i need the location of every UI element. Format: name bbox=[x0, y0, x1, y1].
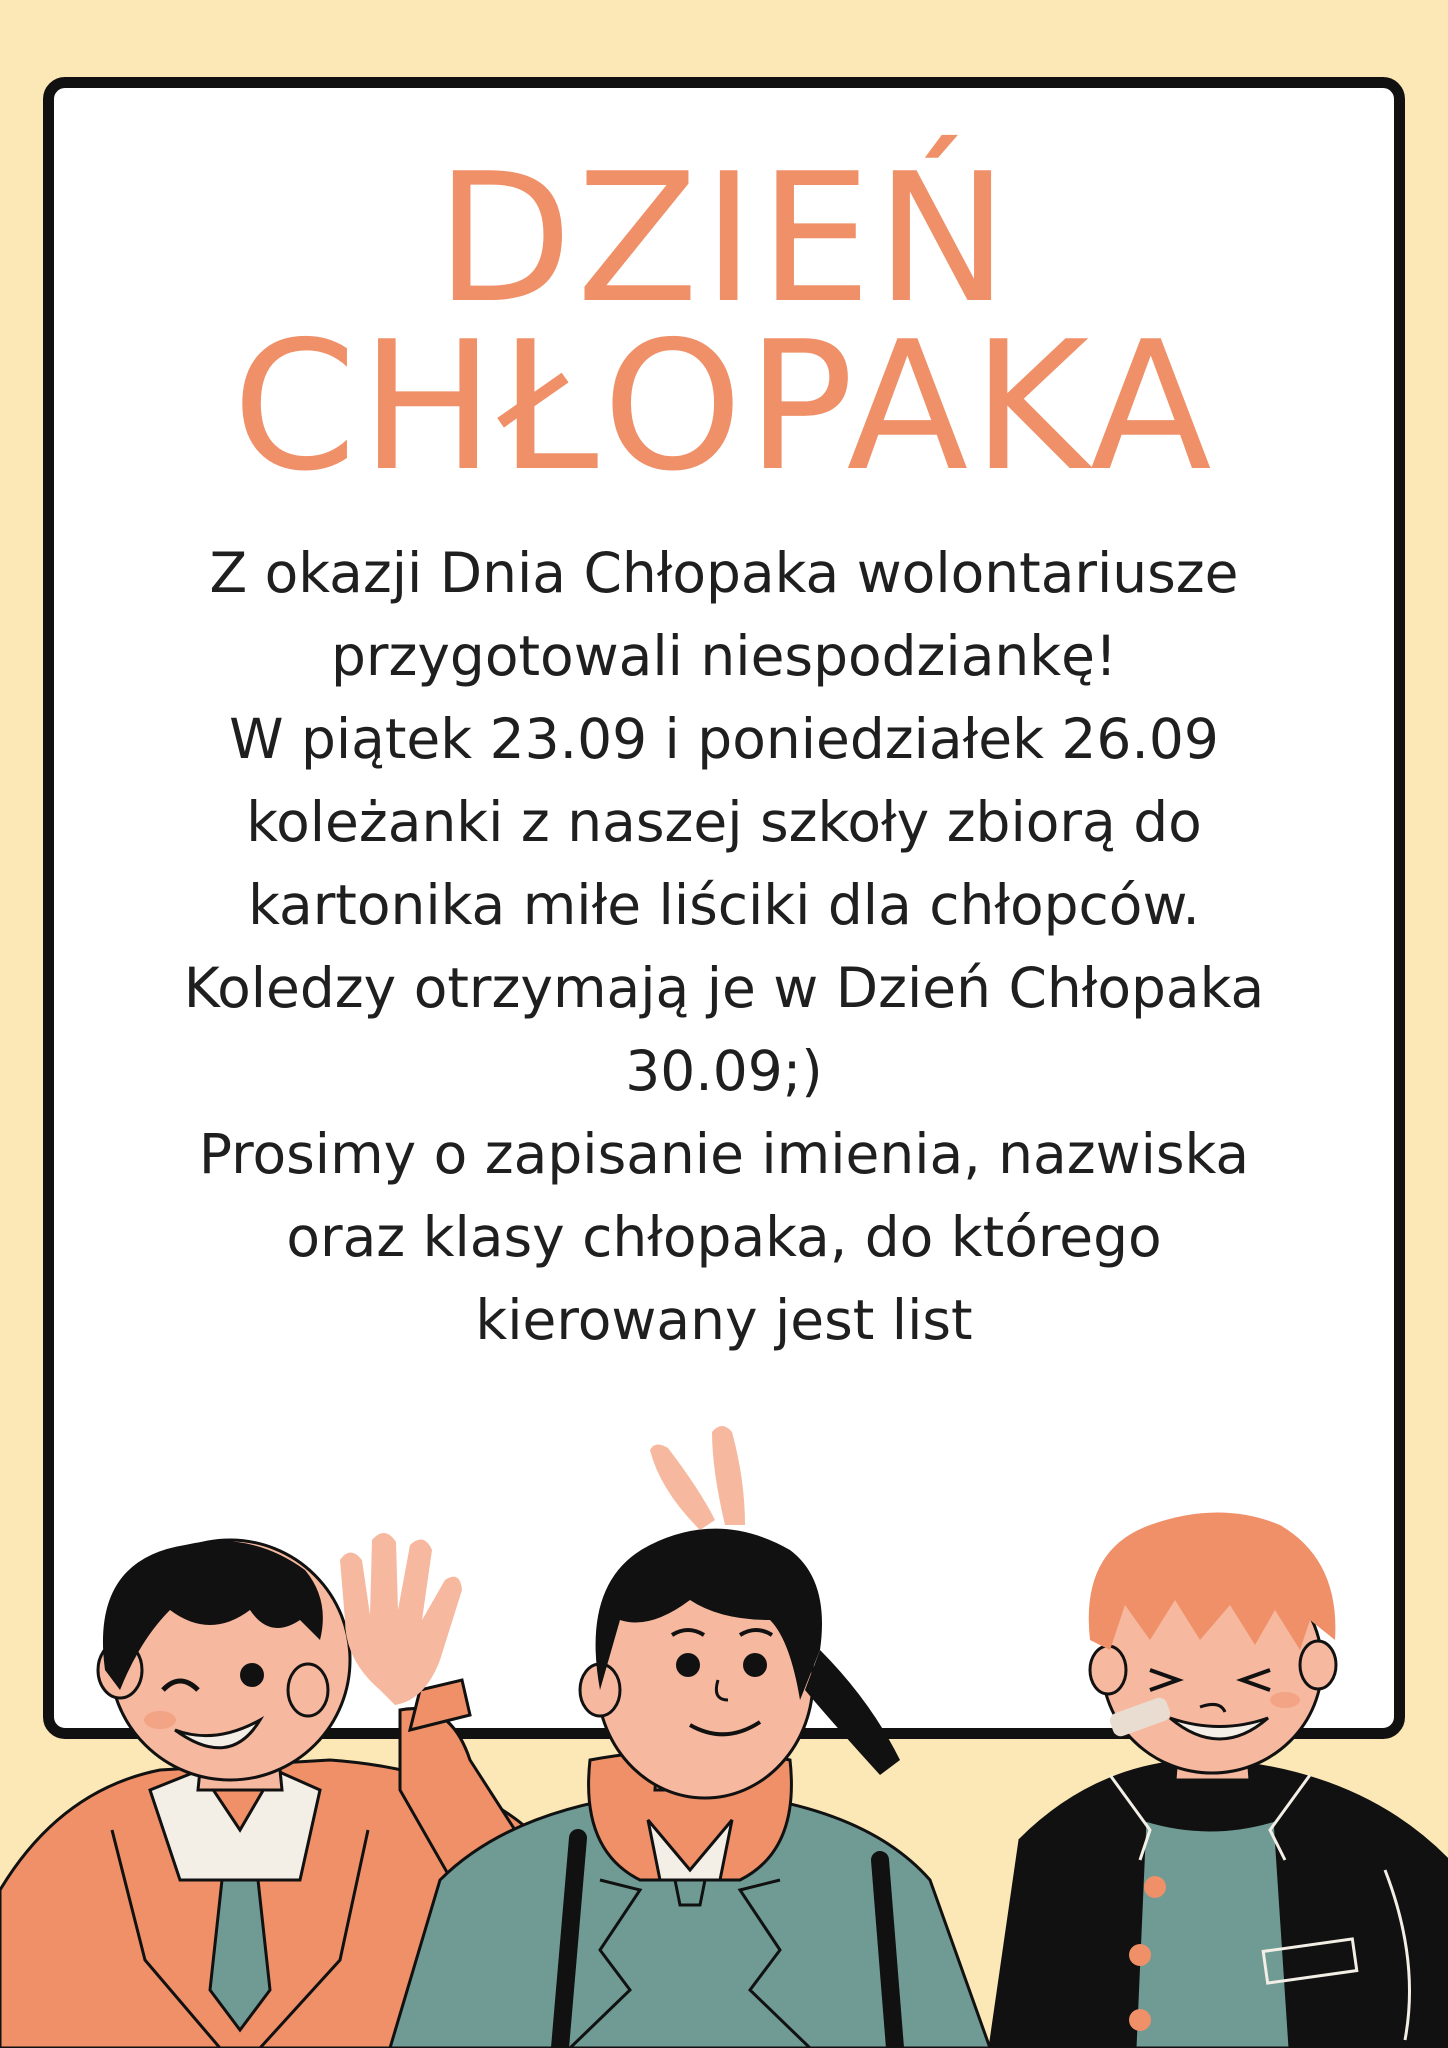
middle-boy bbox=[390, 1426, 990, 2048]
title-line-1: DZIEŃ bbox=[435, 135, 1013, 342]
paragraph-request: Prosimy o zapisanie imienia, nazwiska oraz klasy chłopaka, do którego kierowany jest list bbox=[198, 1122, 1250, 1352]
paragraph-intro: Z okazji Dnia Chłopaka wolontariusze przygotowali niespodziankę! bbox=[209, 541, 1239, 688]
title-line-2: CHŁOPAKA bbox=[232, 303, 1216, 510]
right-boy bbox=[990, 1513, 1448, 2048]
paragraph-details: W piątek 23.09 i poniedziałek 26.09 koleżanki z naszej szkoły zbiorą do kartonika miłe liściki dla chłopców. Koledzy otrzymają je w Dzień Chłopaka 30.09;) bbox=[183, 707, 1265, 1103]
